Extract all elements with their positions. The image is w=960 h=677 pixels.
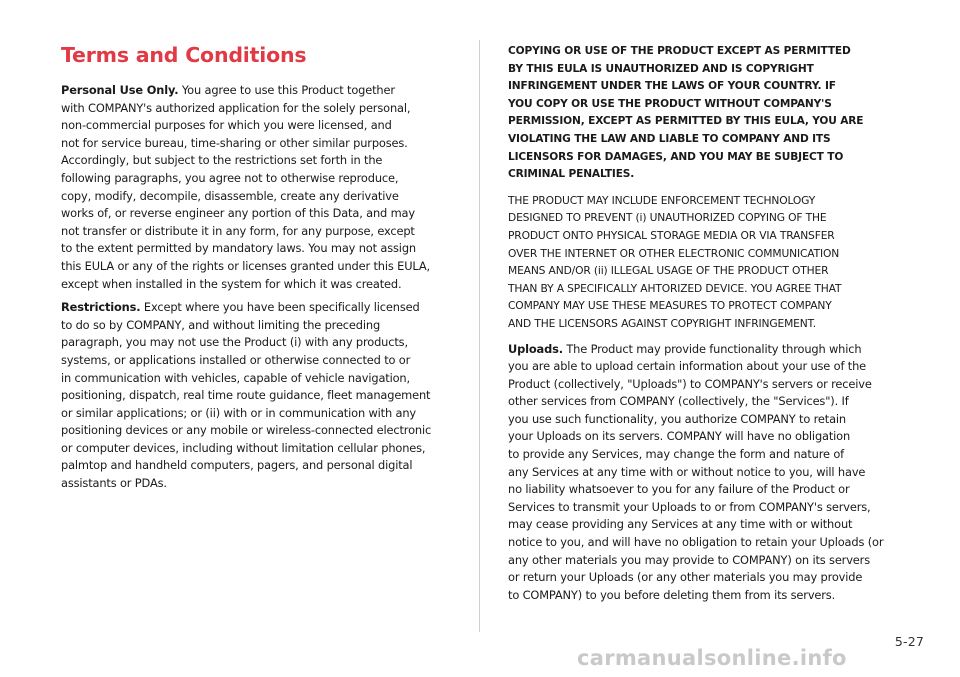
uploads-line: other services from COMPANY (collectively, the "Services"). If bbox=[508, 394, 849, 409]
watermark: carmanualsonline.info bbox=[577, 646, 847, 670]
uploads-line: your Uploads on its servers. COMPANY will have no obligation bbox=[508, 429, 851, 444]
restrictions-line: or similar applications; or (ii) with or in communication with any bbox=[61, 405, 417, 420]
enforcement-line: MEANS AND/OR (ii) ILLEGAL USAGE OF THE PRODUCT OTHER bbox=[508, 264, 829, 278]
uploads-line: any Services at any time with or without notice to you, will have bbox=[508, 464, 866, 479]
restrictions-line: positioning, dispatch, real time route guidance, fleet management bbox=[61, 388, 431, 403]
uploads-line: you are able to upload certain information about your use of the bbox=[508, 359, 867, 374]
page-number: 5-27 bbox=[894, 634, 924, 649]
restrictions-line: Except where you have been specifically licensed bbox=[140, 300, 420, 315]
copyright-warning-line: INFRINGEMENT UNDER THE LAWS OF YOUR COUNTRY. IF bbox=[508, 80, 836, 93]
enforcement-line: THE PRODUCT MAY INCLUDE ENFORCEMENT TECHNOLOGY bbox=[508, 193, 816, 207]
copyright-warning-line: YOU COPY OR USE THE PRODUCT WITHOUT COMPANY'S bbox=[508, 97, 832, 110]
enforcement-line: PRODUCT ONTO PHYSICAL STORAGE MEDIA OR VIA TRANSFER bbox=[508, 228, 835, 242]
enforcement-line: AND THE LICENSORS AGAINST COPYRIGHT INFRINGEMENT. bbox=[508, 316, 816, 330]
restrictions-line: paragraph, you may not use the Product (i) with any products, bbox=[61, 335, 408, 350]
copyright-warning-line: PERMISSION, EXCEPT AS PERMITTED BY THIS EULA, YOU ARE bbox=[508, 115, 864, 128]
uploads-line: to COMPANY) to you before deleting them from its servers. bbox=[508, 587, 836, 602]
personal-use-line: You agree to use this Product together bbox=[178, 83, 395, 97]
copyright-warning-paragraph bbox=[508, 43, 908, 184]
restrictions-paragraph bbox=[61, 299, 461, 493]
personal-use-line: this EULA or any of the rights or licenses granted under this EULA, bbox=[61, 258, 430, 273]
restrictions-line: assistants or PDAs. bbox=[61, 476, 167, 491]
personal-use-line: copy, modify, decompile, disassemble, create any derivative bbox=[61, 188, 399, 203]
column-divider bbox=[479, 40, 480, 632]
personal-use-first-line bbox=[61, 82, 461, 100]
copyright-warning-line: BY THIS EULA IS UNAUTHORIZED AND IS COPYRIGHT bbox=[508, 62, 814, 75]
uploads-paragraph bbox=[508, 341, 908, 605]
restrictions-heading: Restrictions. bbox=[61, 300, 141, 315]
restrictions-first-line bbox=[61, 299, 461, 317]
copyright-warning-line: COPYING OR USE OF THE PRODUCT EXCEPT AS PERMITTED bbox=[508, 45, 851, 57]
copyright-warning-line: CRIMINAL PENALTIES. bbox=[508, 168, 635, 181]
enforcement-line: THAN BY A SPECIFICALLY AHTORIZED DEVICE. YOU AGREE THAT bbox=[508, 281, 842, 295]
uploads-line: Services to transmit your Uploads to or from COMPANY's servers, bbox=[508, 499, 871, 514]
restrictions-line: positioning devices or any mobile or wireless-connected electronic bbox=[61, 423, 432, 438]
uploads-line: to provide any Services, may change the form and nature of bbox=[508, 447, 845, 462]
uploads-line: no liability whatsoever to you for any failure of the Product or bbox=[508, 482, 850, 497]
left-column bbox=[61, 40, 461, 499]
personal-use-line: works of, or reverse engineer any portion of this Data, and may bbox=[61, 206, 415, 221]
uploads-line: you use such functionality, you authorize COMPANY to retain bbox=[508, 411, 846, 426]
uploads-line: notice to you, and will have no obligation to retain your Uploads (or bbox=[508, 535, 884, 550]
personal-use-line: with COMPANY's authorized application for the solely personal, bbox=[61, 100, 411, 115]
uploads-line: or return your Uploads (or any other materials you may provide bbox=[508, 570, 863, 585]
restrictions-line: palmtop and handheld computers, pagers, and personal digital bbox=[61, 458, 413, 473]
uploads-first-line bbox=[508, 341, 908, 359]
page-title: Terms and Conditions bbox=[61, 43, 307, 67]
uploads-line: The Product may provide functionality through which bbox=[562, 341, 862, 356]
restrictions-line: or computer devices, including without limitation cellular phones, bbox=[61, 440, 426, 455]
enforcement-paragraph bbox=[508, 192, 908, 333]
personal-use-heading: Personal Use Only. bbox=[61, 83, 179, 97]
uploads-line: may cease providing any Services at any time with or without bbox=[508, 517, 853, 532]
uploads-line: Product (collectively, "Uploads") to COMPANY's servers or receive bbox=[508, 376, 872, 391]
right-column bbox=[508, 43, 908, 610]
personal-use-line: except when installed in the system for which it was created. bbox=[61, 276, 402, 291]
restrictions-line: to do so by COMPANY, and without limiting the preceding bbox=[61, 317, 381, 332]
personal-use-line: following paragraphs, you agree not to otherwise reproduce, bbox=[61, 170, 399, 185]
uploads-heading: Uploads. bbox=[508, 341, 563, 356]
personal-use-line: non-commercial purposes for which you were licensed, and bbox=[61, 118, 392, 133]
enforcement-line: DESIGNED TO PREVENT (i) UNAUTHORIZED COPYING OF THE bbox=[508, 211, 827, 225]
personal-use-line: not transfer or distribute it in any form, for any purpose, except bbox=[61, 223, 415, 238]
enforcement-line: COMPANY MAY USE THESE MEASURES TO PROTECT COMPANY bbox=[508, 299, 832, 313]
copyright-warning-line: VIOLATING THE LAW AND LIABLE TO COMPANY AND ITS bbox=[508, 132, 831, 145]
personal-use-line: to the extent permitted by mandatory laws. You may not assign bbox=[61, 241, 416, 256]
restrictions-line: in communication with vehicles, capable of vehicle navigation, bbox=[61, 370, 410, 385]
uploads-line: any other materials you may provide to COMPANY) on its servers bbox=[508, 552, 870, 567]
personal-use-paragraph bbox=[61, 82, 461, 293]
enforcement-line: OVER THE INTERNET OR OTHER ELECTRONIC COMMUNICATION bbox=[508, 246, 840, 260]
copyright-warning-line: LICENSORS FOR DAMAGES, AND YOU MAY BE SUBJECT TO bbox=[508, 150, 844, 163]
personal-use-line: not for service bureau, time-sharing or other similar purposes. bbox=[61, 135, 408, 150]
personal-use-line: Accordingly, but subject to the restrictions set forth in the bbox=[61, 153, 383, 168]
restrictions-line: systems, or applications installed or otherwise connected to or bbox=[61, 352, 411, 367]
